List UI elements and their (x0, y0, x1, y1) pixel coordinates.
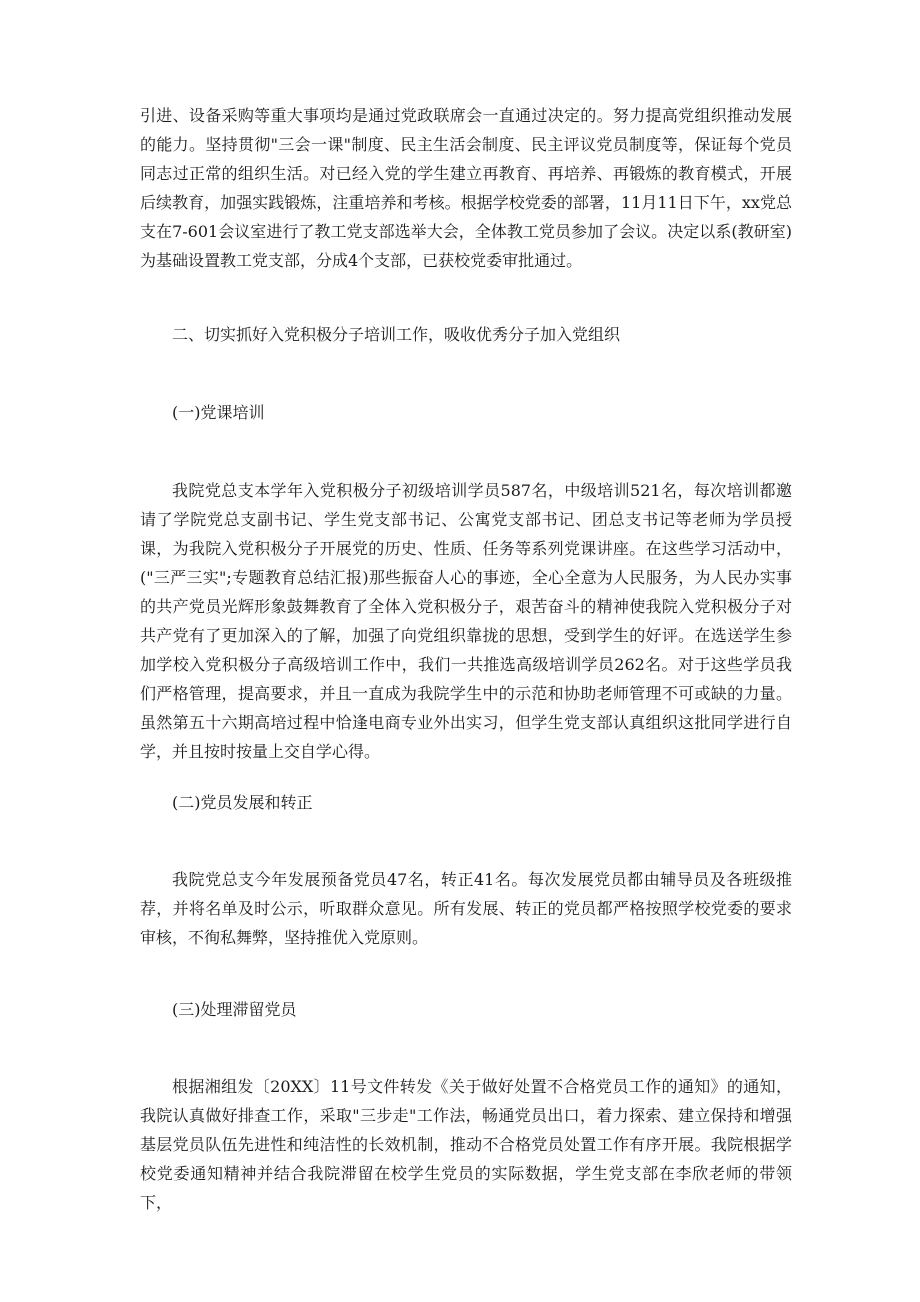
section-2-heading: 二、切实抓好入党积极分子培训工作，吸收优秀分子加入党组织 (172, 325, 621, 344)
paragraph-intro-continued: 引进、设备采购等重大事项均是通过党政联席会一直通过决定的。努力提高党组织推动发展的能力。坚持贯彻"三会一课"制度、民主生活会制度、民主评议党员制度等，保证每个党员同志过正常的组织生活。对已经入党的学生建立再教育、再培养、再锻炼的教育模式，开展后续教育，加强实践锻炼，注重培养和考核。根据学校党委的部署，11月11日下午，xx党总支在7-601会议室进行了教工党支部选举大会，全体教工党员参加了会议。决定以系(教研室)为基础设置教工党支部，分成4个支部，已获校党委审批通过。 (140, 106, 792, 270)
subsection-party-lecture-heading: (一)党课培训 (172, 403, 265, 422)
subsection-stranded-members-heading: (三)处理滞留党员 (172, 1000, 297, 1019)
subsection-member-development-heading: (二)党员发展和转正 (172, 793, 313, 812)
paragraph-party-lecture: 我院党总支本学年入党积极分子初级培训学员587名，中级培训521名，每次培训都邀请了学院党总支副书记、学生党支部书记、公寓党支部书记、团总支书记等老师为学员授课，为我院入党积极分子开展党的历史、性质、任务等系列党课讲座。在这些学习活动中，("三严三实";专题教育总结汇报)那些振奋人心的事迹，全心全意为人民服务，为人民办实事的共产党员光辉形象鼓舞教育了全体入党积极分子，艰苦奋斗的精神使我院入党积极分子对共产党有了更加深入的了解，加强了向党组织靠拢的思想，受到学生的好评。在选送学生参加学校入党积极分子高级培训工作中，我们一共推选高级培训学员262名。对于这些学员我们严格管理，提高要求，并且一直成为我院学生中的示范和协助老师管理不可或缺的力量。虽然第五十六期高培过程中恰逢电商专业外出实习，但学生党支部认真组织这批同学进行自学，并且按时按量上交自学心得。 (140, 481, 792, 761)
paragraph-stranded-members: 根据湘组发〔20XX〕11号文件转发《关于做好处置不合格党员工作的通知》的通知，我院认真做好排查工作，采取"三步走"工作法，畅通党员出口，着力探索、建立保持和增强基层党员队伍先进性和纯洁性的长效机制，推动不合格党员处置工作有序开展。我院根据学校党委通知精神并结合我院滞留在校学生党员的实际数据，学生党支部在李欣老师的带领下， (140, 1077, 792, 1212)
paragraph-member-development: 我院党总支今年发展预备党员47名，转正41名。每次发展党员都由辅导员及各班级推荐，并将名单及时公示，听取群众意见。所有发展、转正的党员都严格按照学校党委的要求审核，不徇私舞弊，坚持推优入党原则。 (140, 870, 792, 947)
